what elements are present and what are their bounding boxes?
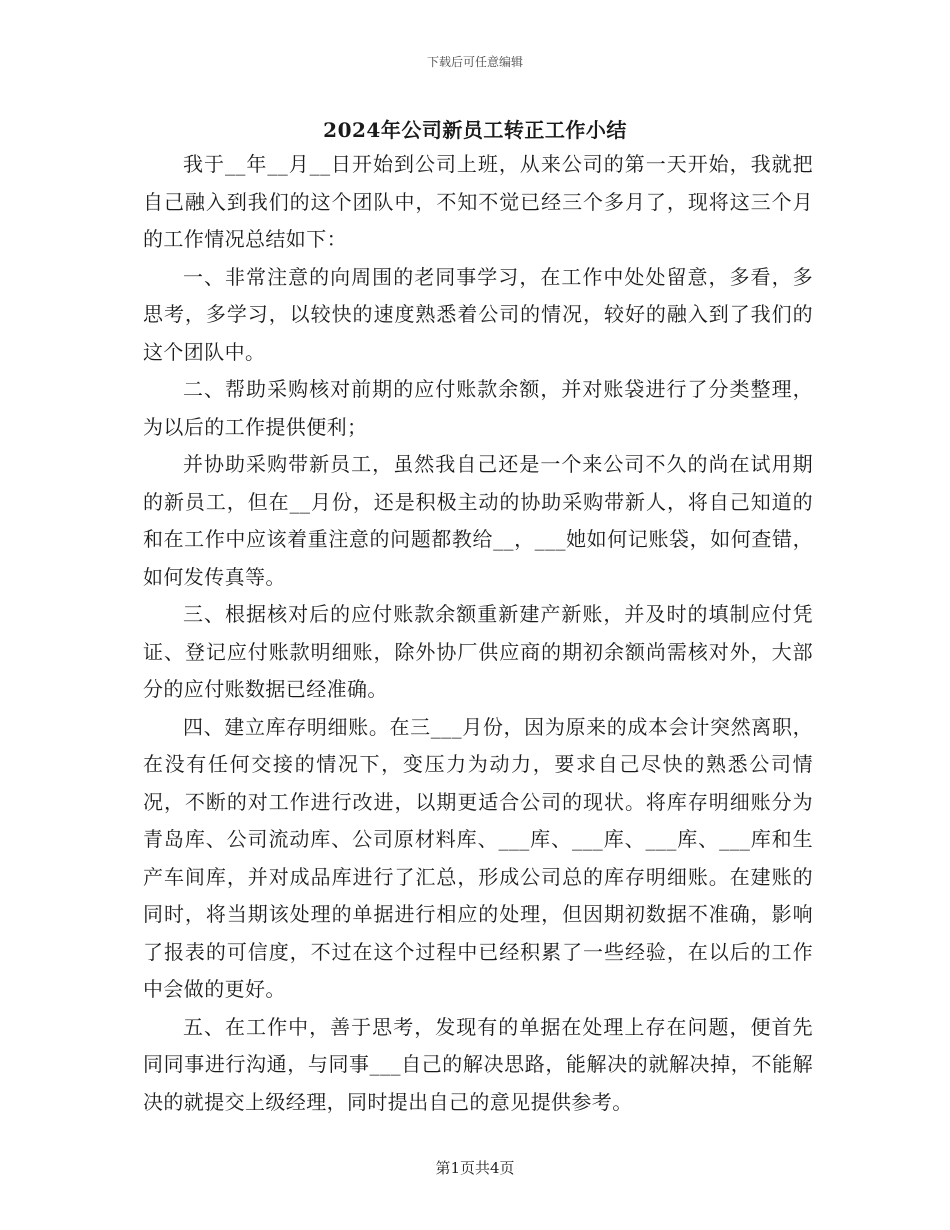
paragraph-item-5: 五、在工作中，善于思考，发现有的单据在处理上存在问题，便首先同同事进行沟通，与同事___自己的解决思路，能解决的就解决掉，不能解决的就提交上级经理，同时提出自己的意见提供参考。	[143, 1014, 813, 1114]
paragraph-intro: 我于__年__月__日开始到公司上班，从来公司的第一天开始，我就把自己融入到我们的这个团队中，不知不觉已经三个多月了，现将这三个月的工作情况总结如下：	[143, 152, 813, 251]
paragraph-item-2-continued: 并协助采购带新员工，虽然我自己还是一个来公司不久的尚在试用期的新员工，但在__月份，还是积极主动的协助采购带新人，将自己知道的和在工作中应该着重注意的问题都教给__，___她如何记账袋，如何查错，如何发传真等。	[143, 452, 813, 589]
paragraph-item-4: 四、建立库存明细账。在三___月份，因为原来的成本会计突然离职，在没有任何交接的情况下，变压力为动力，要求自己尽快的熟悉公司情况，不断的对工作进行改进，以期更适合公司的现状。将库存明细账分为青岛库、公司流动库、公司原材料库、___库、___库、___库、___库和生产车间库，并对成品库进行了汇总，形成公司总的库存明细账。在建账的同时，将当期该处理的单据进行相应的处理，但因期初数据不准确，影响了报表的可信度，不过在这个过程中已经积累了一些经验，在以后的工作中会做的更好。	[143, 714, 813, 1001]
page-number: 第1页共4页	[435, 1159, 515, 1177]
document-title: 2024年公司新员工转正工作小结	[323, 118, 627, 142]
paragraph-item-1: 一、非常注意的向周围的老同事学习，在工作中处处留意，多看，多思考，多学习，以较快的速度熟悉着公司的情况，较好的融入到了我们的这个团队中。	[143, 264, 813, 364]
paragraph-item-2: 二、帮助采购核对前期的应付账款余额，并对账袋进行了分类整理，为以后的工作提供便利；	[143, 377, 813, 439]
header-note: 下载后可任意编辑	[426, 55, 523, 69]
document-body	[143, 146, 813, 1121]
paragraph-item-3: 三、根据核对后的应付账款余额重新建产新账，并及时的填制应付凭证、登记应付账款明细账，除外协厂供应商的期初余额尚需核对外，大部分的应付账数据已经准确。	[143, 602, 813, 701]
